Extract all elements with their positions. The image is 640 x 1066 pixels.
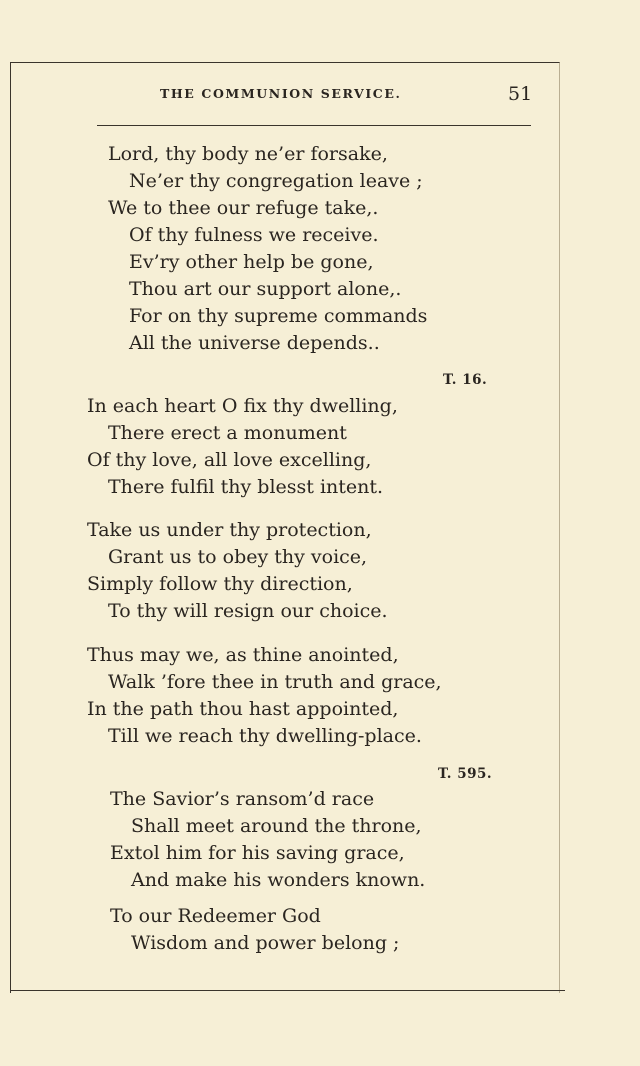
verse-line: Shall meet around the throne, [131,815,422,837]
verse-line: Grant us to obey thy voice, [108,546,368,568]
verse-line: Extol him for his saving grace, [110,842,405,864]
verse-line: Till we reach thy dwelling-place. [108,725,422,747]
verse-line: Of thy fulness we receive. [129,224,379,246]
bottom-rule [10,990,565,991]
verse-line: Take us under thy protection, [87,519,372,541]
tune-reference: T. 595. [438,766,493,782]
verse-line: To thy will resign our choice. [108,600,388,622]
header-rule [97,125,531,126]
verse-line: Of thy love, all love excelling, [87,449,372,471]
verse-line: In the path thou hast appointed, [87,698,399,720]
verse-line: For on thy supreme commands [129,305,428,327]
verse-line: Lord, thy body ne’er forsake, [108,143,388,165]
verse-line: All the universe depends.. [129,332,380,354]
verse-line: And make his wonders known. [131,869,426,891]
verse-line: There fulfil thy blesst intent. [108,476,384,498]
verse-line: Thou art our support alone,. [129,278,402,300]
verse-line: Thus may we, as thine anointed, [87,644,399,666]
verse-line: In each heart O fix thy dwelling, [87,395,398,417]
verse-line: Wisdom and power belong ; [131,932,400,954]
verse-line: The Savior’s ransom’d race [110,788,375,810]
page-number: 51 [508,83,533,105]
verse-line: To our Redeemer God [110,905,321,927]
verse-line: Ne’er thy congregation leave ; [129,170,423,192]
running-head: THE COMMUNION SERVICE. [160,86,402,101]
tune-reference: T. 16. [443,372,488,388]
verse-line: Ev’ry other help be gone, [129,251,374,273]
verse-line: Walk ’fore thee in truth and grace, [108,671,442,693]
verse-line: Simply follow thy direction, [87,573,353,595]
verse-line: There erect a monument [108,422,347,444]
verse-line: We to thee our refuge take,. [108,197,379,219]
